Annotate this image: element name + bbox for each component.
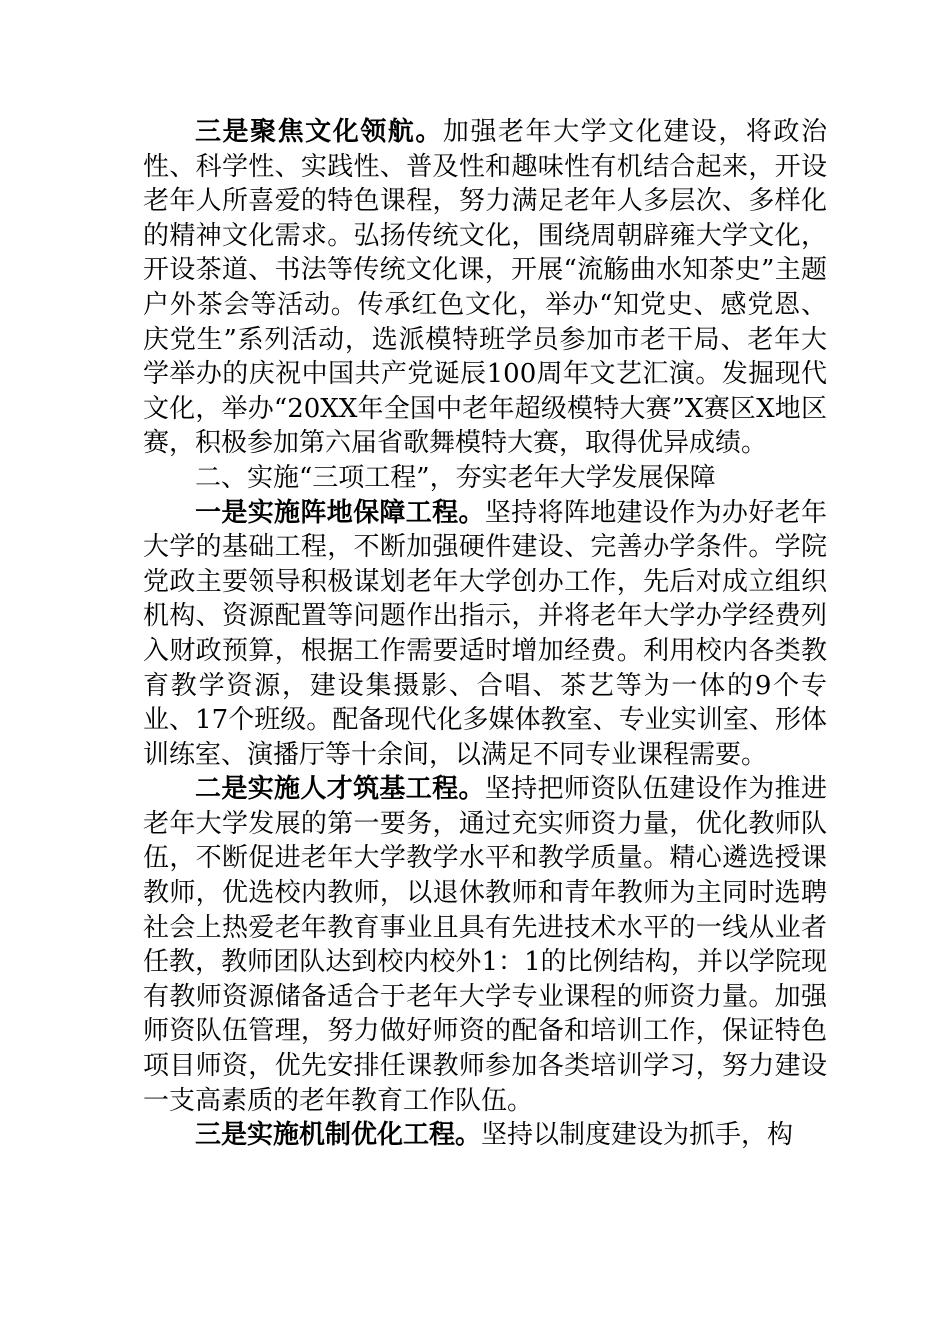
- paragraph-culture: [143, 115, 827, 461]
- paragraph-text: 坚持以制度建设为抓手，构: [481, 1120, 794, 1151]
- paragraph-lead: 一是实施阵地保障工程。: [195, 497, 485, 528]
- paragraph-mechanism: [143, 1118, 827, 1153]
- paragraph-facility: [143, 496, 827, 773]
- paragraph-text: 坚持将阵地建设作为办好老年大学的基础工程，不断加强硬件建设、完善办学条件。学院党政主要领导积极谋划老年大学创办工作，先后对成立组织机构、资源配置等问题作出指示，并将老年大学办学经费列入财政预算，根据工作需要适时增加经费。利用校内各类教育教学资源，建设集摄影、合唱、茶艺等为一体的9个专业、17个班级。配备现代化多媒体教室、专业实训室、形体训练室、演播厅等十余间，以满足不同专业课程需要。: [143, 497, 827, 770]
- section-heading: [143, 461, 827, 496]
- paragraph-lead: 三是聚焦文化领航。: [195, 117, 443, 147]
- paragraph-lead: 二是实施人才筑基工程。: [195, 774, 485, 805]
- paragraph-text: 坚持把师资队伍建设作为推进老年大学发展的第一要务，通过充实师资力量，优化教师队伍，不断促进老年大学教学水平和教学质量。精心遴选授课教师，优选校内教师，以退休教师和青年教师为主同时选聘社会上热爱老年教育事业且具有先进技术水平的一线从业者任教，教师团队达到校内校外1：1的比例结构，并以学院现有教师资源储备适合于老年大学专业课程的师资力量。加强师资队伍管理，努力做好师资的配备和培训工作，保证特色项目师资，优先安排任课教师参加各类培训学习，努力建设一支高素质的老年教育工作队伍。: [143, 774, 827, 1116]
- paragraph-talent: [143, 772, 827, 1118]
- paragraph-lead: 三是实施机制优化工程。: [195, 1120, 482, 1151]
- section-heading-text: 二、实施“三项工程”，夯实老年大学发展保障: [195, 462, 716, 493]
- document-body: [143, 115, 827, 1153]
- paragraph-text: 加强老年大学文化建设，将政治性、科学性、实践性、普及性和趣味性有机结合起来，开设老年人所喜爱的特色课程，努力满足老年人多层次、多样化的精神文化需求。弘扬传统文化，围绕周朝辟雍大学文化，开设茶道、书法等传统文化课，开展“流觞曲水知茶史”主题户外茶会等活动。传承红色文化，举办“知党史、感党恩、庆党生”系列活动，选派模特班学员参加市老干局、老年大学举办的庆祝中国共产党诞辰100周年文艺汇演。发掘现代文化，举办“20XX年全国中老年超级模特大赛”X赛区X地区赛，积极参加第六届省歌舞模特大赛，取得优异成绩。: [143, 117, 827, 459]
